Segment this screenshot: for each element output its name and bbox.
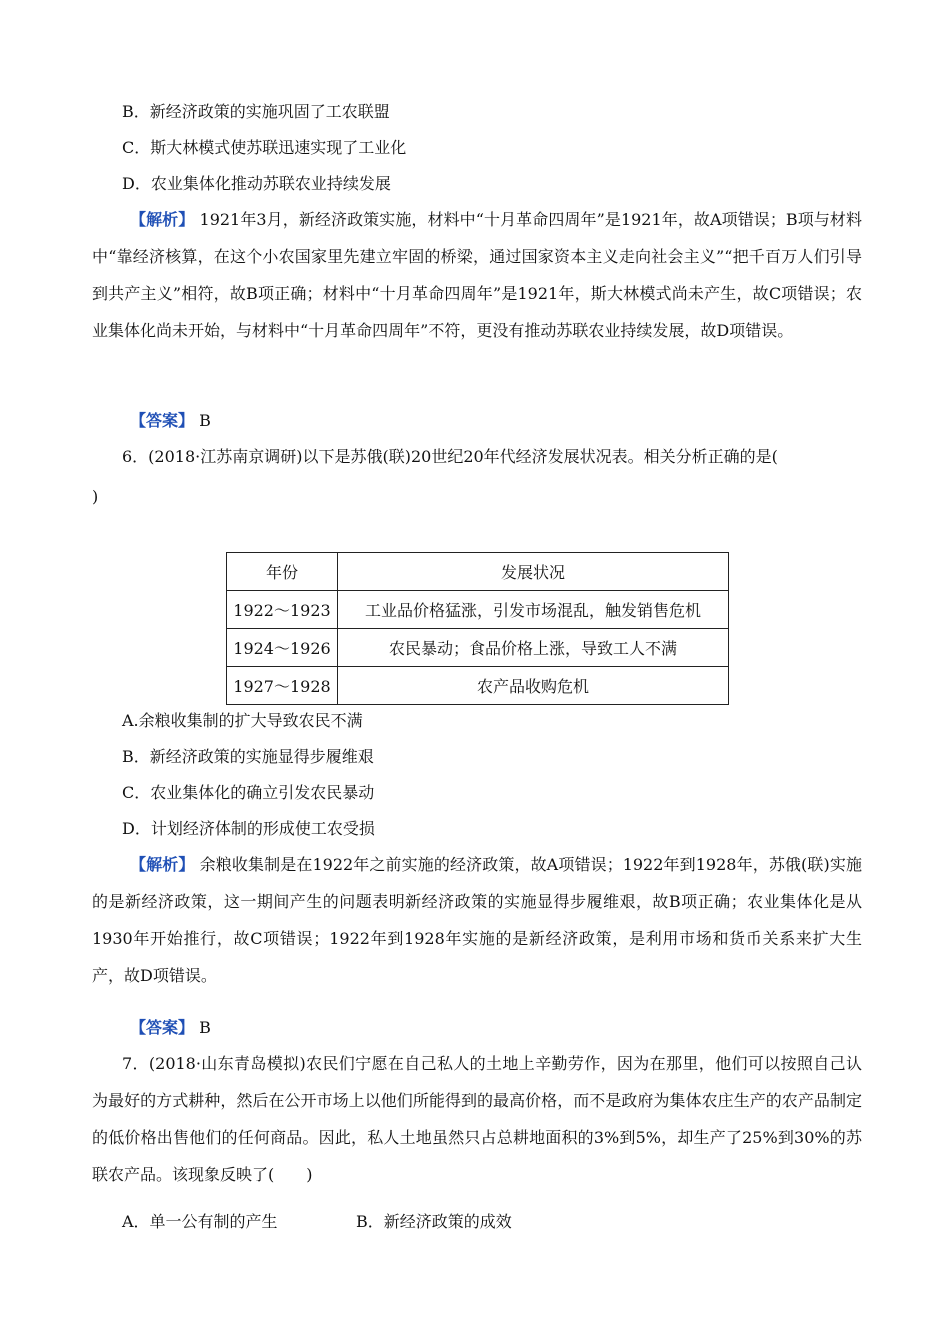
q6-option-b: B．新经济政策的实施显得步履维艰 bbox=[122, 747, 374, 766]
q6-analysis bbox=[92, 846, 862, 994]
q6-answer bbox=[130, 1018, 211, 1038]
q6-option-c: C．农业集体化的确立引发农民暴动 bbox=[122, 783, 375, 802]
q6-answer-value: B bbox=[199, 1018, 211, 1037]
table-row bbox=[227, 667, 729, 705]
q5-option-c: C．斯大林模式使苏联迅速实现了工业化 bbox=[122, 138, 407, 157]
table-header-row bbox=[227, 553, 729, 591]
q6-option-d: D．计划经济体制的形成使工农受损 bbox=[122, 819, 375, 838]
q5-option-b: B．新经济政策的实施巩固了工农联盟 bbox=[122, 102, 390, 121]
q5-analysis-tag: 【解析】 bbox=[130, 210, 195, 229]
table-cell-status: 农产品收购危机 bbox=[338, 667, 729, 705]
table-header-year: 年份 bbox=[227, 553, 338, 591]
table-cell-year: 1924～1926 bbox=[227, 629, 338, 667]
q6-option-a: A.余粮收集制的扩大导致农民不满 bbox=[122, 711, 363, 730]
q7-option-b: B．新经济政策的成效 bbox=[356, 1212, 512, 1231]
table-cell-year: 1922～1923 bbox=[227, 591, 338, 629]
q5-analysis bbox=[92, 201, 862, 349]
q6-analysis-tag: 【解析】 bbox=[130, 855, 195, 874]
q5-answer-value: B bbox=[199, 411, 211, 430]
q5-option-d: D．农业集体化推动苏联农业持续发展 bbox=[122, 174, 391, 193]
q6-answer-tag: 【答案】 bbox=[130, 1018, 195, 1037]
table-header-status: 发展状况 bbox=[338, 553, 729, 591]
q5-answer-tag: 【答案】 bbox=[130, 411, 195, 430]
economic-status-table bbox=[226, 552, 729, 705]
q5-analysis-text: 1921年3月，新经济政策实施，材料中“十月革命四周年”是1921年，故A项错误；B项与材料中“靠经济核算，在这个小农国家里先建立牢固的桥梁，通过国家资本主义走向社会主义”“把千百万人们引导到共产主义”相符，故B项正确；材料中“十月革命四周年”是1921年，斯大林模式尚未产生，故C项错误；农业集体化尚未开始，与材料中“十月革命四周年”不符，更没有推动苏联农业持续发展，故D项错误。 bbox=[92, 210, 862, 340]
table-cell-status: 工业品价格猛涨，引发市场混乱，触发销售危机 bbox=[338, 591, 729, 629]
q6-stem-line1: 6．(2018·江苏南京调研)以下是苏俄(联)20世纪20年代经济发展状况表。相关分析正确的是( bbox=[122, 447, 778, 466]
table-cell-status: 农民暴动；食品价格上涨，导致工人不满 bbox=[338, 629, 729, 667]
table-row bbox=[227, 591, 729, 629]
q7-stem: 7．(2018·山东青岛模拟)农民们宁愿在自己私人的土地上辛勤劳作，因为在那里，他们可以按照自己认为最好的方式耕种，然后在公开市场上以他们所能得到的最高价格，而不是政府为集体农庄生产的农产品制定的低价格出售他们的任何商品。因此，私人土地虽然只占总耕地面积的3%到5%，却生产了25%到30%的苏联农产品。该现象反映了( ) bbox=[92, 1054, 862, 1184]
q5-answer bbox=[130, 411, 211, 431]
table-cell-year: 1927～1928 bbox=[227, 667, 338, 705]
q6-stem-line2: ) bbox=[92, 487, 99, 506]
table-row bbox=[227, 629, 729, 667]
q6-analysis-text: 余粮收集制是在1922年之前实施的经济政策，故A项错误；1922年到1928年，苏俄(联)实施的是新经济政策，这一期间产生的问题表明新经济政策的实施显得步履维艰，故B项正确；农业集体化是从1930年开始推行，故C项错误；1922年到1928年实施的是新经济政策，是利用市场和货币关系来扩大生产，故D项错误。 bbox=[92, 855, 862, 985]
q7-option-a: A．单一公有制的产生 bbox=[122, 1212, 278, 1231]
